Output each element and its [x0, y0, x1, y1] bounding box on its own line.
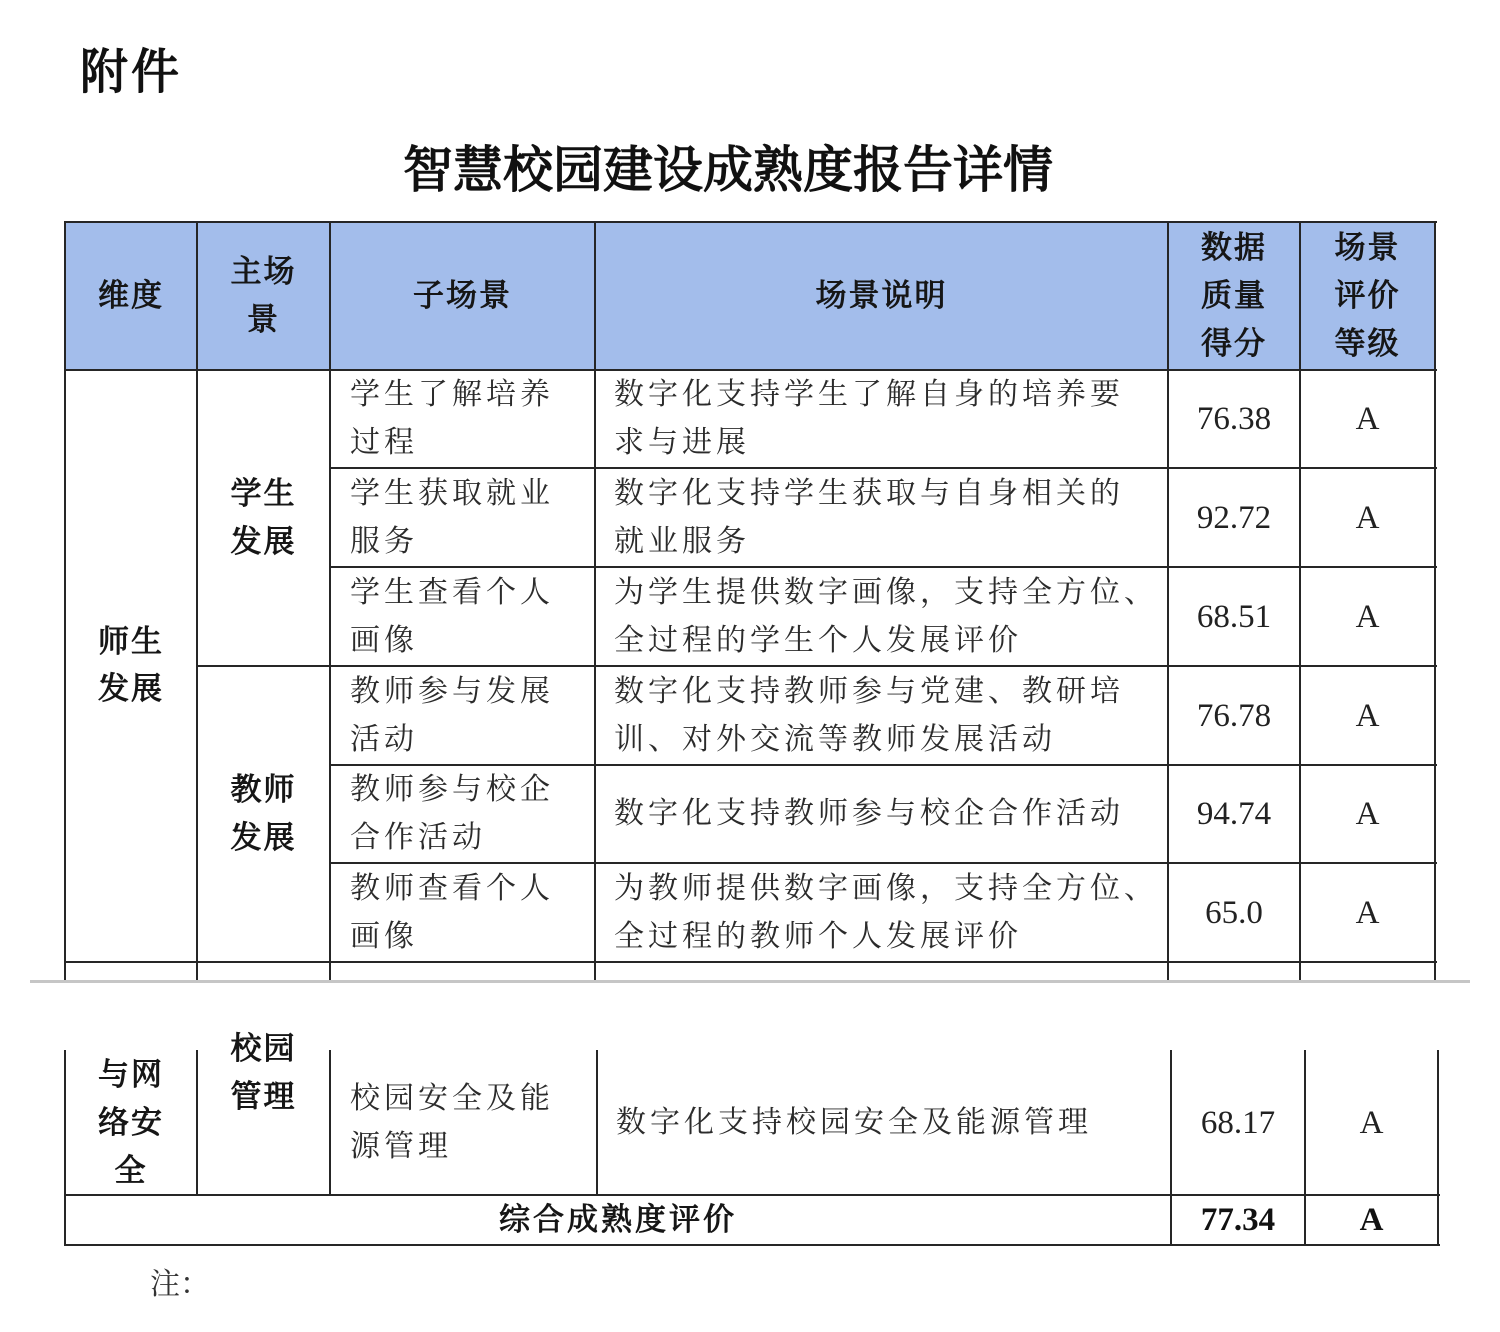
description-text: [616, 1099, 1092, 1147]
sub-scene-cell: [330, 468, 595, 567]
description-cell: [595, 468, 1168, 567]
score-value: 65.0: [1205, 894, 1263, 931]
description-line: 全过程的教师个人发展评价: [614, 918, 1022, 954]
grade-cell: [1300, 666, 1435, 765]
description-line: 数字化支持学生了解自身的培养要: [614, 377, 1124, 412]
sub-scene-cell: [330, 666, 595, 765]
description-cell: [595, 765, 1168, 863]
sub-scene-cell: [330, 863, 595, 962]
grade-value: A: [1355, 598, 1380, 635]
score-cell: [1168, 863, 1300, 962]
document-title: 智慧校园建设成熟度报告详情: [403, 141, 1053, 199]
sub-scene-cell: [330, 1050, 597, 1195]
sub-scene-text: 教师查看个人画像: [350, 870, 554, 954]
score-cell: [1168, 370, 1300, 468]
score-value: 76.78: [1196, 697, 1272, 734]
score-cell: [1171, 1050, 1305, 1195]
description-line: 为教师提供数字画像，支持全方位、: [614, 870, 1158, 906]
column-header-score: [1168, 222, 1300, 370]
page-break-line: [30, 980, 1470, 983]
sub-scene-text: 教师参与校企合作活动: [350, 772, 554, 855]
description-line: 训、对外交流等教师发展活动: [614, 721, 1056, 757]
sub-scene-text: 学生获取就业服务: [350, 475, 554, 559]
description-line: 数字化支持教师参与党建、教研培: [614, 673, 1124, 709]
sub-scene-cell: [330, 567, 595, 666]
column-header-description: [595, 222, 1168, 370]
column-header-sub-scene-label: 子场景: [413, 278, 512, 314]
grade-cell: [1300, 567, 1435, 666]
main-scene-label: 校园管理: [230, 1031, 297, 1115]
sub-scene-cell: [330, 370, 595, 468]
score-value: 92.72: [1196, 499, 1272, 536]
score-cell: [1168, 666, 1300, 765]
column-header-grade: [1300, 222, 1435, 370]
description-line: 数字化支持学生获取与自身相关的: [614, 475, 1124, 511]
grade-value: A: [1355, 894, 1380, 931]
dimension-label: 与网络安全: [98, 1056, 164, 1189]
description-line: 数字化支持教师参与校企合作活动: [614, 796, 1124, 831]
summary-grade-cell: [1305, 1195, 1438, 1245]
column-header-score-label: 数据质量得分: [1201, 230, 1267, 362]
main-scene-label: 教师发展: [230, 772, 297, 856]
score-cell: [1168, 468, 1300, 567]
description-text: [614, 371, 1124, 467]
main-scene-cell: [197, 1031, 330, 1195]
score-cell: [1168, 765, 1300, 863]
description-line: 就业服务: [614, 523, 750, 559]
score-value: 68.17: [1200, 1104, 1276, 1141]
summary-label-cell: [65, 1195, 1171, 1245]
column-header-grade-label: 场景评价等级: [1334, 230, 1401, 362]
grade-cell: [1305, 1050, 1438, 1195]
dimension-cell: [65, 1050, 197, 1195]
description-text: [614, 569, 1158, 665]
column-header-sub-scene: [330, 222, 595, 370]
main-scene-cell: [197, 370, 330, 666]
main-scene-cell: [197, 666, 330, 962]
grade-value: A: [1355, 796, 1380, 832]
sub-scene-text: 教师参与发展活动: [350, 673, 554, 757]
description-text: [614, 790, 1124, 838]
summary-label: 综合成熟度评价: [499, 1202, 737, 1238]
sub-scene-text: 学生查看个人画像: [350, 574, 554, 658]
grade-value: A: [1359, 1104, 1384, 1141]
note-label: 注：: [150, 1267, 210, 1302]
description-text: [614, 470, 1124, 566]
summary-grade: A: [1359, 1202, 1384, 1238]
column-header-dimension-label: 维度: [98, 278, 164, 314]
description-cell: [595, 567, 1168, 666]
grade-value: A: [1355, 401, 1380, 437]
grade-cell: [1300, 370, 1435, 468]
grade-cell: [1300, 863, 1435, 962]
score-value: 94.74: [1196, 796, 1272, 832]
grade-value: A: [1355, 499, 1380, 536]
grade-cell: [1300, 765, 1435, 863]
sub-scene-cell: [330, 765, 595, 863]
main-scene-label: 学生发展: [230, 476, 297, 560]
column-header-dimension: [65, 222, 197, 370]
summary-score-cell: [1171, 1195, 1305, 1245]
summary-score: 77.34: [1200, 1202, 1276, 1238]
description-line: 全过程的学生个人发展评价: [614, 622, 1022, 658]
score-value: 76.38: [1196, 401, 1272, 437]
description-text: [614, 668, 1124, 764]
score-value: 68.51: [1196, 598, 1272, 635]
dimension-cell: [65, 370, 197, 962]
description-cell: [595, 370, 1168, 468]
column-header-main-scene: [197, 222, 330, 370]
description-line: 为学生提供数字画像，支持全方位、: [614, 574, 1158, 610]
grade-value: A: [1355, 697, 1380, 734]
sub-scene-text: 校园安全及能源管理: [350, 1080, 554, 1164]
column-header-main-scene-label: 主场景: [230, 254, 297, 338]
description-cell: [595, 666, 1168, 765]
description-cell: [595, 863, 1168, 962]
description-text: [614, 865, 1158, 961]
description-cell: [597, 1050, 1171, 1195]
sub-scene-text: 学生了解培养过程: [350, 377, 554, 460]
description-line: 数字化支持校园安全及能源管理: [616, 1104, 1092, 1140]
column-header-description-label: 场景说明: [815, 278, 948, 314]
score-cell: [1168, 567, 1300, 666]
dimension-label: 师生发展: [98, 624, 164, 707]
grade-cell: [1300, 468, 1435, 567]
description-line: 求与进展: [614, 425, 750, 460]
attachment-label: 附件: [80, 44, 183, 100]
